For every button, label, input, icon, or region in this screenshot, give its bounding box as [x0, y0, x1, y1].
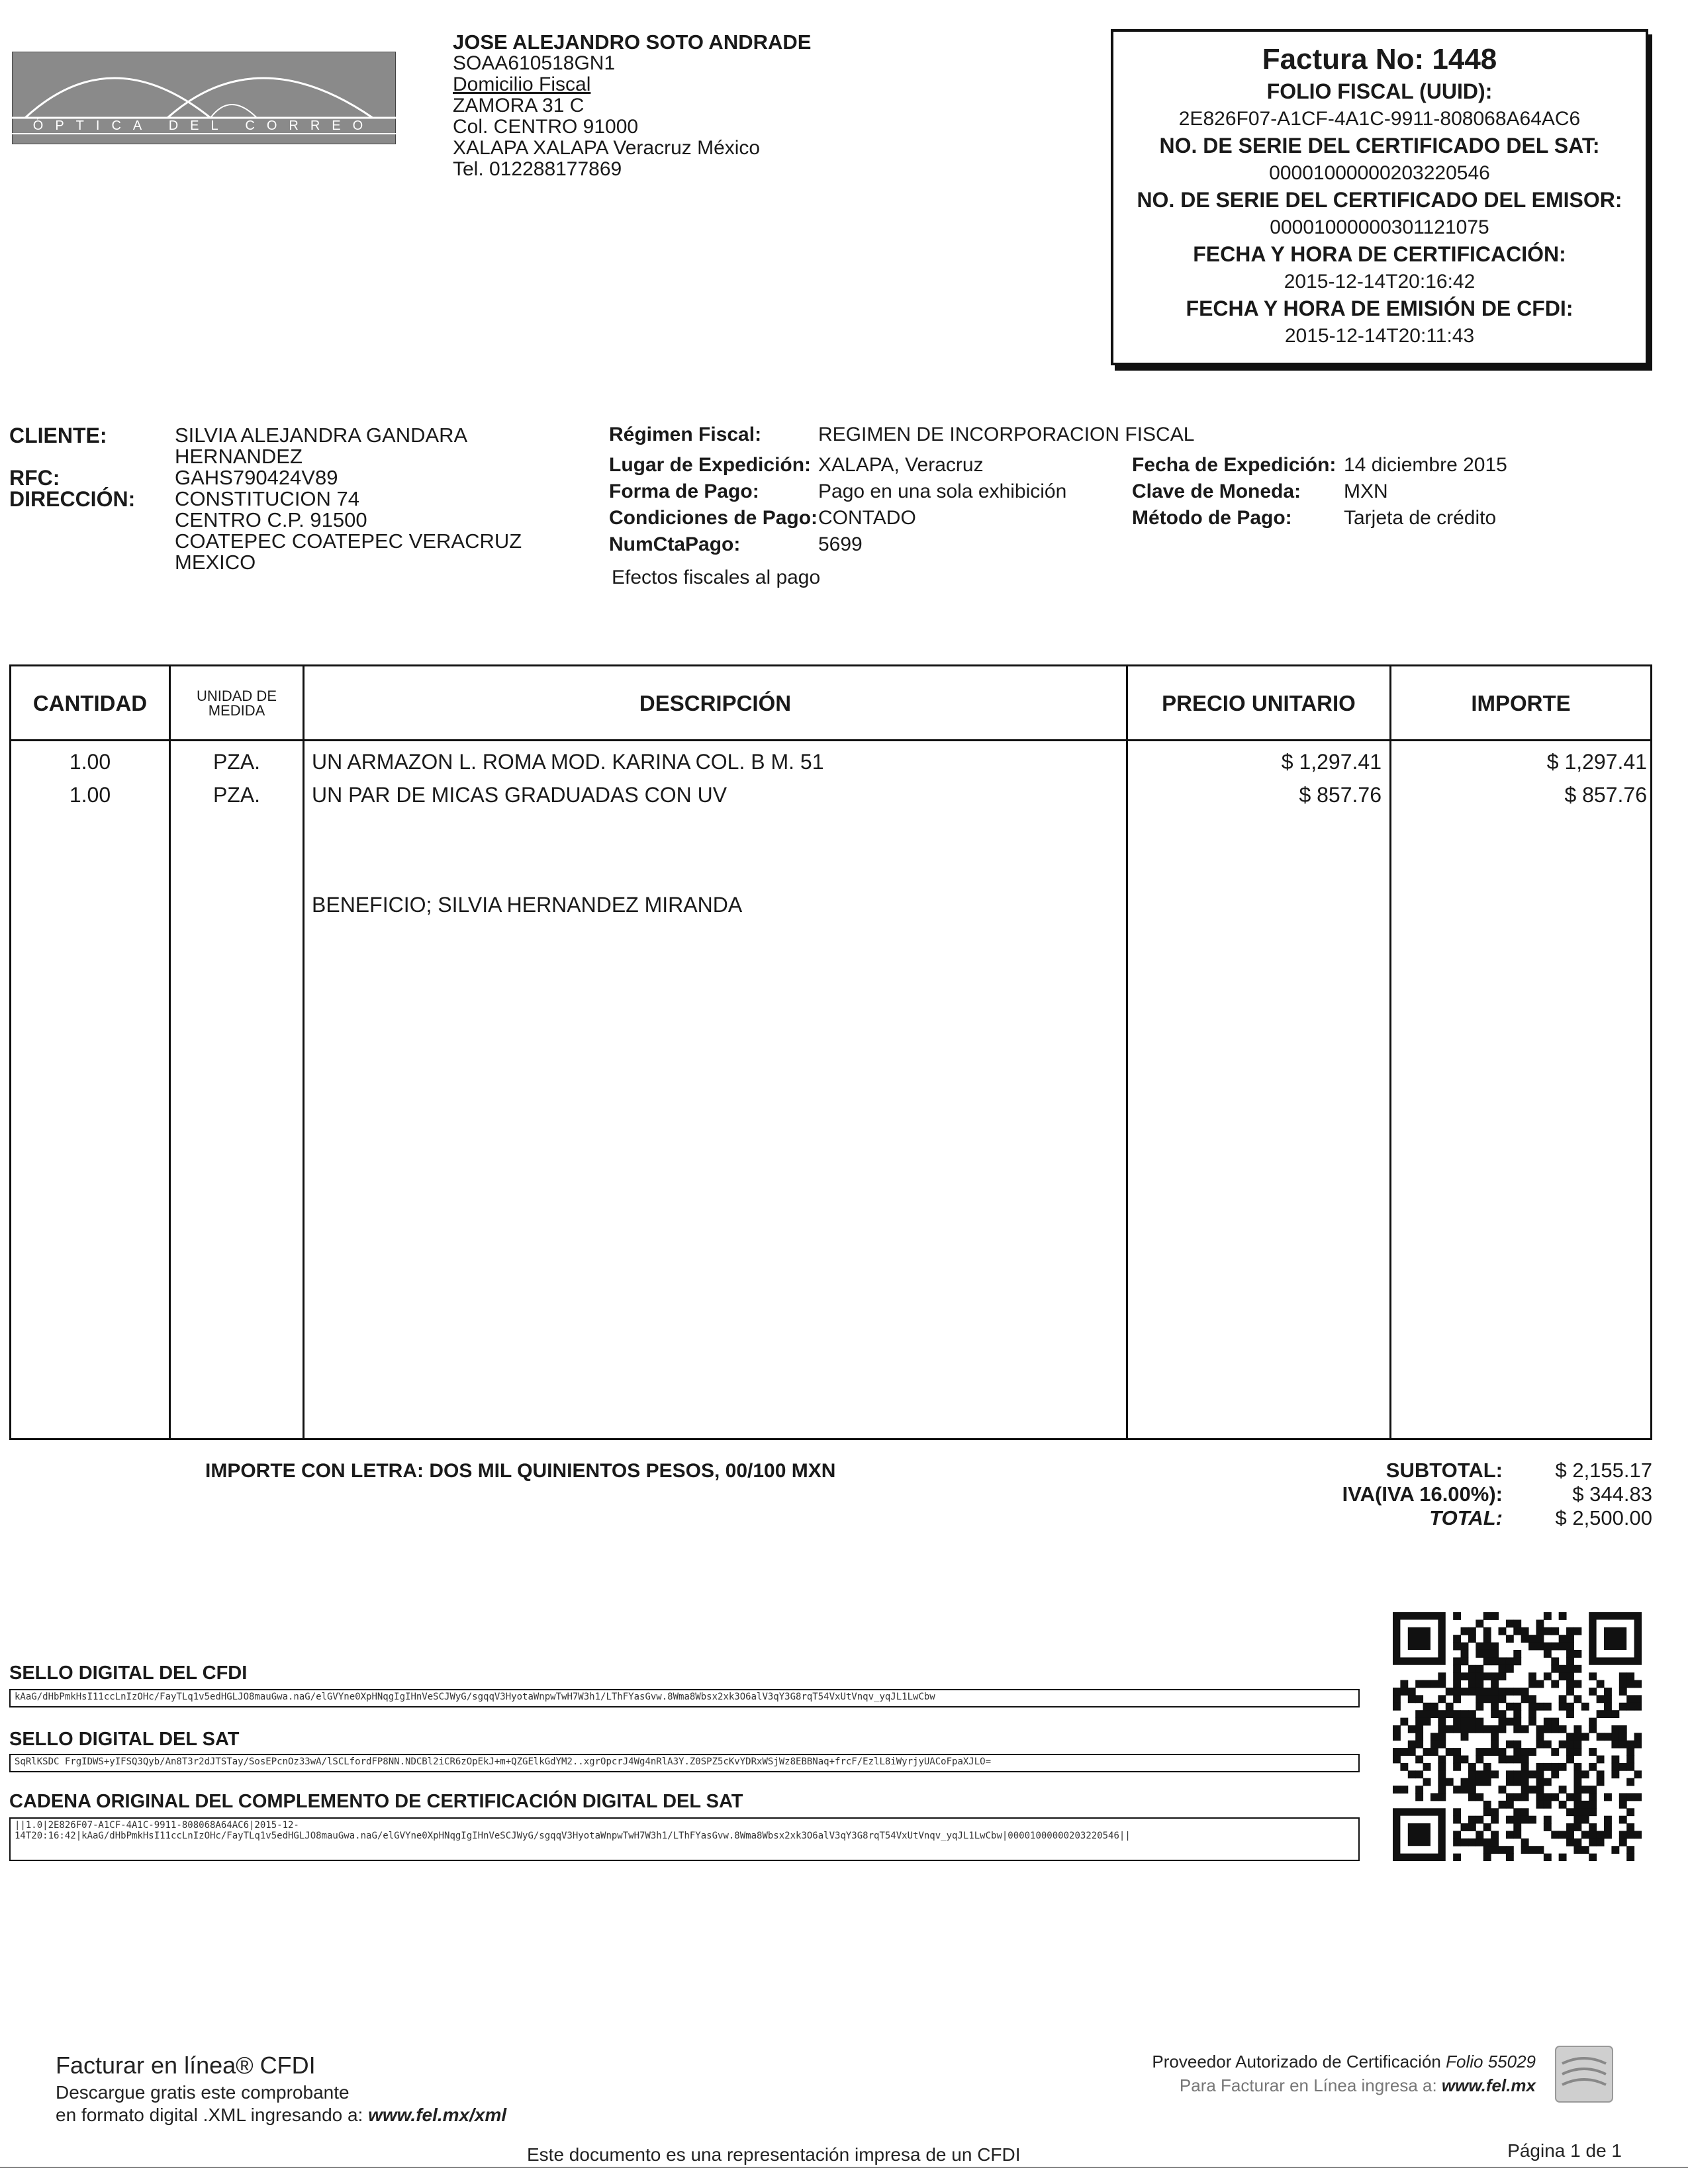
footer-page-number: Página 1 de 1 — [1507, 2140, 1622, 2161]
sello-cfdi-box — [9, 1689, 1360, 1707]
invoice-number: Factura No: 1448 — [1262, 43, 1497, 75]
emission-date-value: 2015-12-14T20:11:43 — [1284, 325, 1475, 347]
sello-sat-label: SELLO DIGITAL DEL SAT — [9, 1729, 240, 1750]
footer-provider — [1152, 2052, 1536, 2072]
uuid-value: 2E826F07-A1CF-4A1C-9911-808068A64AC6 — [1178, 108, 1581, 130]
regimen-label: Régimen Fiscal: — [609, 424, 762, 445]
items-table — [9, 664, 1652, 1440]
qr-code — [1393, 1612, 1642, 1861]
regimen-value: REGIMEN DE INCORPORACION FISCAL — [818, 424, 1195, 445]
emisor-cert-value: 00001000000301121075 — [1270, 216, 1489, 238]
lugar-label: Lugar de Expedición: — [609, 454, 812, 476]
footer-download-prefix: en formato digital .XML ingresando a: — [56, 2105, 363, 2125]
importe-letra — [205, 1460, 835, 1482]
sat-cert-label: NO. DE SERIE DEL CERTIFICADO DEL SAT: — [1159, 134, 1600, 158]
condiciones-label: Condiciones de Pago: — [609, 507, 818, 529]
row2-price: $ 857.76 — [1299, 783, 1382, 807]
sello-cfdi-value: kAaG/dHbPmkHsI11ccLnIzOHc/FayTLq1v5edHGLJO8mauGwa.naG/elGVYne0XpHNqgIgIHnVeSCJWyG/sgqqV3HyotaWnpwTwH7W3h1/LThFYasGvw.8Wma8Wbsx2xk3O6alV3qY3G8rqT54VxUtVnqv_yqJL1LwCbw — [15, 1692, 935, 1702]
issuer-city: XALAPA XALAPA Veracruz México — [453, 137, 761, 159]
row2-amount: $ 857.76 — [1564, 783, 1647, 807]
header-precio: PRECIO UNITARIO — [1162, 691, 1356, 715]
cadena-original-line1: ||1.0|2E826F07-A1CF-4A1C-9911-808068A64AC6|2015-12- — [15, 1820, 299, 1831]
footer-download-line2 — [56, 2105, 506, 2126]
total-value: $ 2,500.00 — [1555, 1506, 1652, 1529]
footer-provider-folio: Folio 55029 — [1446, 2052, 1536, 2071]
client-address-line4: MEXICO — [175, 551, 256, 574]
footer-provider-prefix: Proveedor Autorizado de Certificación — [1152, 2052, 1441, 2071]
cadena-original-box — [9, 1817, 1360, 1861]
subtotal-value: $ 2,155.17 — [1555, 1459, 1652, 1482]
importe-letra-value: DOS MIL QUINIENTOS PESOS, 00/100 MXN — [429, 1460, 836, 1482]
cadena-original-line2: 14T20:16:42|kAaG/dHbPmkHsI11ccLnIzOHc/FayTLq1v5edHGLJO8mauGwa.naG/elGVYne0XpHNqgIgIHnVeSCJWyG/sgqqV3HyotaWnpwTwH7W3h1/LThFYasGvw.8Wma8Wbsx2xk3O6alV3qY3G8rqT54VxUtVnqv_yqJL1LwCbw|00001000000203220546|| — [15, 1831, 1131, 1841]
forma-pago-value: Pago en una sola exhibición — [818, 480, 1067, 502]
iva-label: IVA(IVA 16.00%): — [1342, 1482, 1503, 1506]
header-cantidad: CANTIDAD — [32, 691, 148, 715]
company-logo — [12, 52, 396, 144]
row2-qty: 1.00 — [69, 783, 111, 807]
footer-fel-prefix: Para Facturar en Línea ingresa a: — [1179, 2075, 1437, 2095]
cert-date-value: 2015-12-14T20:16:42 — [1284, 271, 1476, 293]
issuer-rfc: SOAA610518GN1 — [453, 52, 616, 74]
issuer-name: JOSE ALEJANDRO SOTO ANDRADE — [453, 30, 812, 54]
cadena-original-label: CADENA ORIGINAL DEL COMPLEMENTO DE CERTIFICACIÓN DIGITAL DEL SAT — [9, 1791, 743, 1812]
issuer-colonia: Col. CENTRO 91000 — [453, 116, 639, 138]
fel-seal-icon — [1553, 2044, 1615, 2105]
qr-code-graphic — [1393, 1612, 1642, 1861]
logo-text: ÓPTICA DEL CORREO — [32, 118, 375, 133]
footer-download-url[interactable]: www.fel.mx/xml — [368, 2105, 507, 2125]
numcta-label: NumCtaPago: — [609, 533, 741, 555]
client-address-line3: COATEPEC COATEPEC VERACRUZ — [175, 529, 522, 553]
client-address-label: DIRECCIÓN: — [9, 487, 136, 511]
subtotal-label: SUBTOTAL: — [1385, 1459, 1503, 1482]
row1-qty: 1.00 — [69, 750, 111, 774]
header-importe: IMPORTE — [1471, 691, 1571, 715]
total-label: TOTAL: — [1429, 1506, 1503, 1529]
fecha-expedicion-label: Fecha de Expedición: — [1132, 454, 1336, 476]
emission-date-label: FECHA Y HORA DE EMISIÓN DE CFDI: — [1186, 296, 1573, 320]
client-rfc-label: RFC: — [9, 466, 60, 490]
row1-unit: PZA. — [212, 750, 261, 774]
invoice-info-box — [1111, 29, 1648, 365]
sello-cfdi-label: SELLO DIGITAL DEL CFDI — [9, 1662, 248, 1684]
header-unidad-line2: MEDIDA — [208, 702, 265, 719]
issuer-block — [453, 32, 811, 180]
row1-desc: UN ARMAZON L. ROMA MOD. KARINA COL. B M. 51 — [312, 750, 824, 774]
client-address-line1: CONSTITUCION 74 — [175, 487, 360, 510]
iva-value: $ 344.83 — [1572, 1482, 1652, 1506]
sat-cert-value: 00001000000203220546 — [1269, 162, 1490, 184]
metodo-pago-value: Tarjeta de crédito — [1344, 507, 1497, 529]
numcta-value: 5699 — [818, 533, 863, 555]
client-address-line2: CENTRO C.P. 91500 — [175, 508, 367, 531]
moneda-value: MXN — [1344, 480, 1388, 502]
footer-divider — [0, 2167, 1688, 2168]
fecha-expedicion-value: 14 diciembre 2015 — [1344, 454, 1507, 476]
footer-representation: Este documento es una representación impresa de un CFDI — [527, 2144, 1021, 2165]
beneficio-note: BENEFICIO; SILVIA HERNANDEZ MIRANDA — [312, 893, 743, 917]
footer-brand: Facturar en línea® CFDI — [56, 2052, 316, 2079]
cert-date-label: FECHA Y HORA DE CERTIFICACIÓN: — [1193, 242, 1566, 266]
header-unidad — [171, 666, 303, 741]
header-unidad-line1: UNIDAD DE — [196, 688, 277, 704]
efectos-fiscales: Efectos fiscales al pago — [612, 567, 821, 588]
issuer-street: ZAMORA 31 C — [453, 95, 585, 116]
footer-fel-url[interactable]: www.fel.mx — [1441, 2075, 1536, 2095]
sello-sat-value: SqRlKSDC FrgIDWS+yIFSQ3Qyb/An8T3r2dJTSTay/SosEPcnOz33wA/lSCLfordFP8NN.NDCBl2iCR6zOpEkJ+m+QZGElkGdYM2..xgrOpcrJ4Wg4nRlA3Y.Z0SPZ5cKvYDRxWSjWz8EBBNaq+frcF/EzlL8iWyrjyUACoFpaXJLO= — [15, 1756, 992, 1767]
client-label: CLIENTE: — [9, 424, 107, 447]
row2-unit: PZA. — [212, 783, 261, 807]
client-name-line1: SILVIA ALEJANDRA GANDARA — [175, 424, 468, 447]
header-descripcion: DESCRIPCIÓN — [639, 691, 792, 715]
condiciones-value: CONTADO — [818, 507, 916, 529]
moneda-label: Clave de Moneda: — [1132, 480, 1301, 502]
row1-price: $ 1,297.41 — [1281, 750, 1382, 774]
client-rfc: GAHS790424V89 — [175, 466, 338, 489]
issuer-phone: Tel. 012288177869 — [453, 158, 622, 180]
footer-download-line1: Descargue gratis este comprobante — [56, 2082, 350, 2103]
uuid-label: FOLIO FISCAL (UUID): — [1266, 79, 1493, 103]
fel-seal-graphic — [1553, 2044, 1615, 2105]
footer-fel — [1180, 2075, 1536, 2096]
client-details — [175, 425, 522, 573]
sello-sat-box — [9, 1754, 1360, 1772]
metodo-pago-label: Método de Pago: — [1132, 507, 1292, 529]
forma-pago-label: Forma de Pago: — [609, 480, 759, 502]
importe-letra-label: IMPORTE CON LETRA: — [205, 1460, 424, 1482]
issuer-domicilio-label: Domicilio Fiscal — [453, 73, 591, 95]
lugar-value: XALAPA, Veracruz — [818, 454, 984, 476]
row1-amount: $ 1,297.41 — [1546, 750, 1647, 774]
client-name-line2: HERNANDEZ — [175, 445, 303, 468]
row2-desc: UN PAR DE MICAS GRADUADAS CON UV — [312, 783, 727, 807]
emisor-cert-label: NO. DE SERIE DEL CERTIFICADO DEL EMISOR: — [1137, 188, 1622, 212]
